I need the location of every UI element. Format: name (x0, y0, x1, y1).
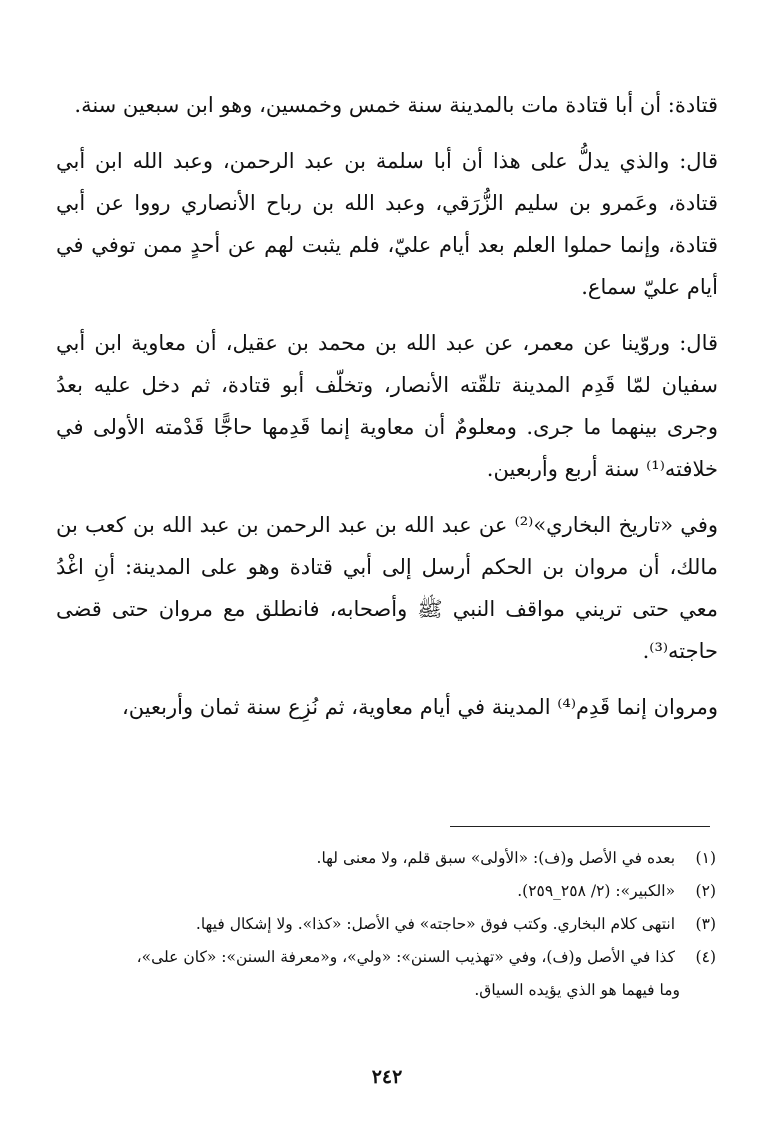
footnote (56, 908, 716, 941)
paragraph: قال: والذي يدلُّ على هذا أن أبا سلمة بن عبد الرحمن، وعبد الله ابن أبي قتادة، وعَمرو بن سليم الزُّرَقي، وعبد الله بن رباح الأنصاري رووا عن أبي قتادة، وإنما حملوا العلم بعد أيام عليّ، فلم يثبت لهم عن أحدٍ ممن توفي في أيام عليّ سماع. (56, 149, 718, 299)
footnote-number: (٤) (695, 948, 716, 966)
footnotes (56, 842, 716, 1007)
main-text (56, 84, 718, 742)
footnote (56, 842, 716, 875)
paragraph: ومروان إنما قَدِم⁽⁴⁾ المدينة في أيام معاوية، ثم نُزِع سنة ثمان وأربعين، (121, 695, 718, 719)
footnote-number: (٣) (695, 915, 716, 933)
footnote-separator (450, 826, 710, 827)
footnote (56, 875, 716, 908)
page-number: ٢٤٢ (371, 1066, 403, 1088)
footnote (56, 941, 716, 1007)
footnote-number: (٢) (695, 882, 716, 900)
footnote-number: (١) (695, 849, 716, 867)
footnote-text: كذا في الأصل و(ف)، وفي «تهذيب السنن»: «ولي»، و«معرفة السنن»: «كان على»، (136, 948, 676, 966)
footnote-text: انتهى كلام البخاري. وكتب فوق «حاجته» في الأصل: «كذا». ولا إشكال فيها. (195, 915, 676, 933)
footnote-text: «الكبير»: (٢/ ٢٥٨_٢٥٩). (517, 882, 676, 900)
footnote-text-continuation: وما فيهما هو الذي يؤيده السياق. (474, 981, 680, 999)
paragraph: قال: وروّينا عن معمر، عن عبد الله بن محمد بن عقيل، أن معاوية ابن أبي سفيان لمّا قَدِم المدينة تلقّته الأنصار، وتخلّف أبو قتادة، ثم دخل عليه بعدُ وجرى بينهما ما جرى. ومعلومٌ أن معاوية إنما قَدِمها حاجًّا قَدْمته الأولى في خلافته⁽¹⁾ سنة أربع وأربعين. (56, 331, 718, 481)
footnote-text: بعده في الأصل و(ف): «الأولى» سبق قلم، ولا معنى لها. (316, 849, 676, 867)
paragraph: قتادة: أن أبا قتادة مات بالمدينة سنة خمس وخمسين، وهو ابن سبعين سنة. (74, 93, 718, 117)
paragraph: وفي «تاريخ البخاري»⁽²⁾ عن عبد الله بن عبد الرحمن بن عبد الله بن كعب بن مالك، أن مروان بن الحكم أرسل إلى أبي قتادة وهو على المدينة: أنِ اغْدُ معي حتى تريني مواقف النبي ﷺ وأصحابه، فانطلق مع مروان حتى قضى حاجته⁽³⁾. (56, 513, 718, 663)
